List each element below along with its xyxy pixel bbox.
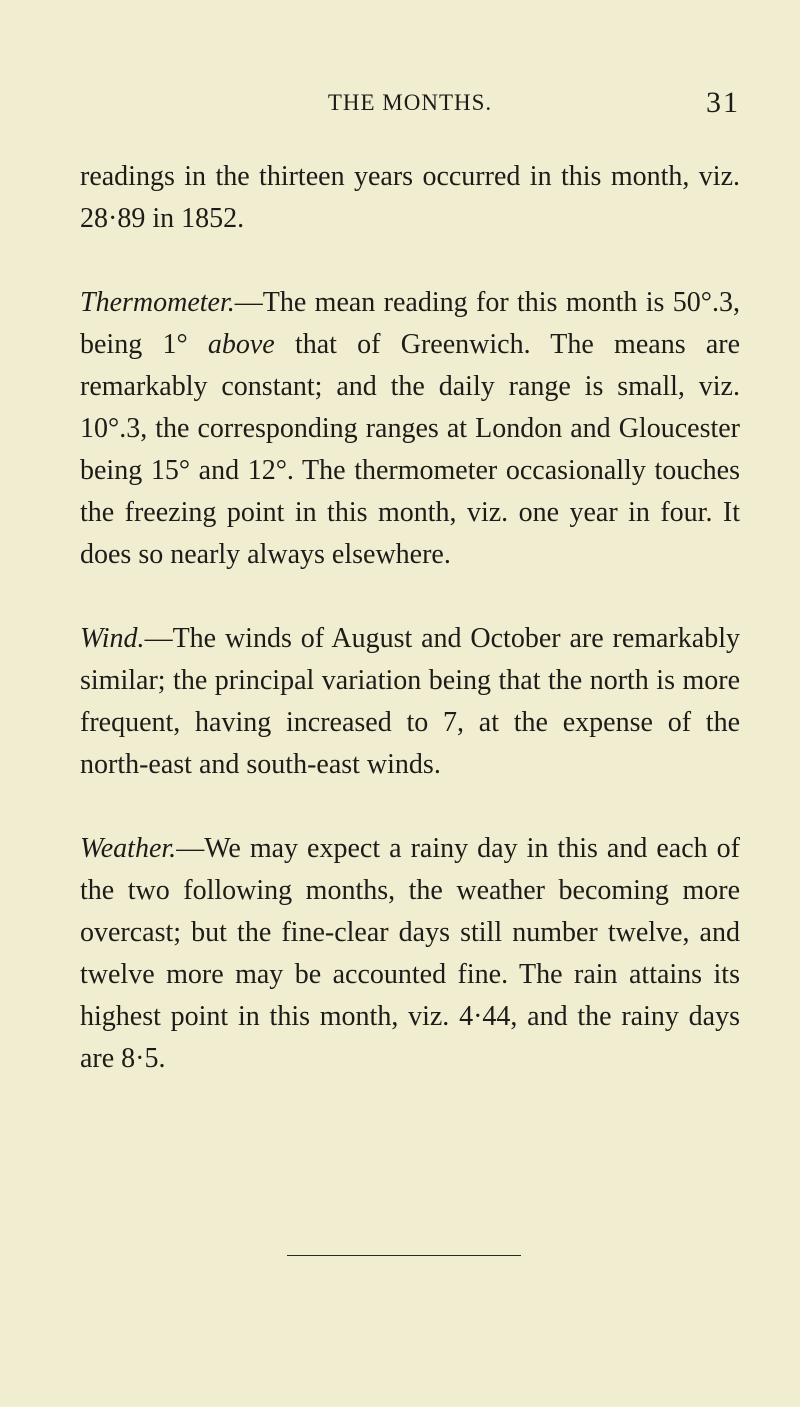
wind-label: Wind. — [80, 623, 145, 654]
paragraph-thermometer — [80, 282, 740, 576]
thermometer-label: Thermometer. — [80, 287, 235, 318]
paragraph-intro — [80, 156, 740, 240]
running-head — [80, 86, 740, 126]
paragraph-wind — [80, 618, 740, 786]
section-divider — [287, 1255, 521, 1256]
intro-text: readings in the thirteen years occurred in this month, viz. 28·89 in 1852. — [80, 161, 740, 234]
weather-label: Weather. — [80, 833, 177, 864]
running-title: THE MONTHS. — [327, 90, 493, 115]
thermometer-text-a: —The mean reading for this month is 50°.3, being 1° — [80, 287, 740, 360]
wind-text: —The winds of August and October are remarkably similar; the principal variation being that the north is more frequent, having increased to 7, at the expense of the north-east and south-east winds. — [80, 623, 740, 780]
weather-text: —We may expect a rainy day in this and each of the two following months, the weather becoming more overcast; but the fine-clear days still number twelve, and twelve more may be accounted fine. The rain attains its highest point in this month, viz. 4·44, and the rainy days are 8·5. — [80, 833, 740, 1074]
thermometer-text-b: that of Greenwich. The means are remarkably constant; and the daily range is small, viz. 10°.3, the corresponding ranges at London and Gloucester being 15° and 12°. The thermometer occasionally touches the freezing point in this month, viz. one year in four. It does so nearly always elsewhere. — [80, 329, 741, 570]
thermometer-emphasis: above — [207, 329, 275, 360]
page-number: 31 — [706, 86, 740, 119]
paragraph-weather — [80, 828, 740, 1080]
body-text — [80, 156, 740, 1080]
